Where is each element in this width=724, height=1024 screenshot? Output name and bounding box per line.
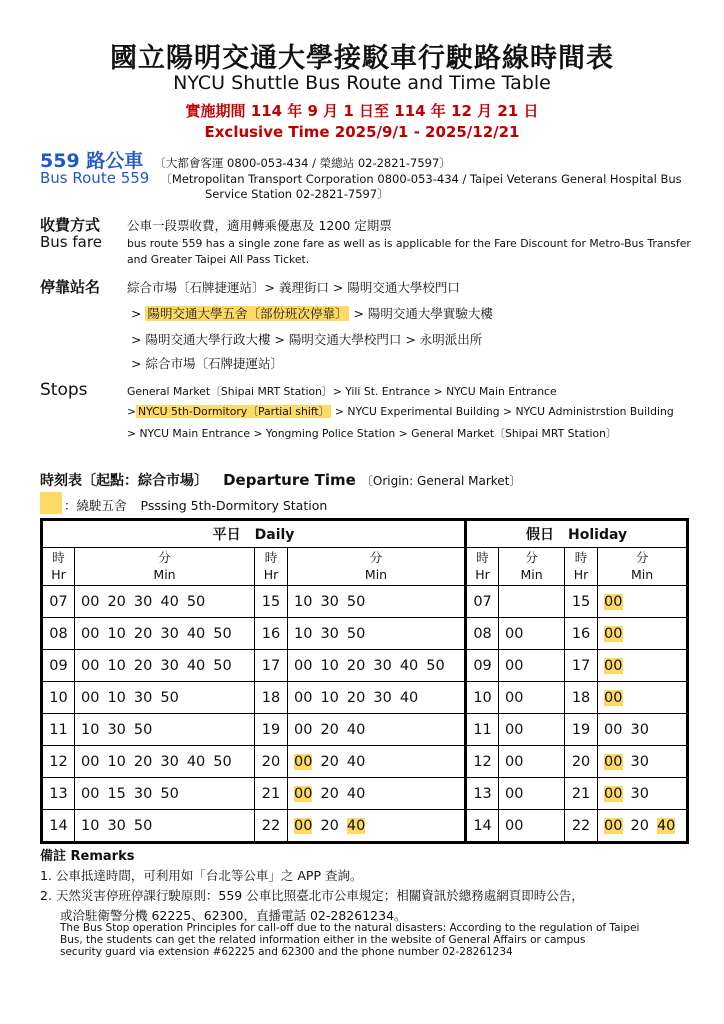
table-row xyxy=(42,586,688,618)
minutes-cell xyxy=(75,810,255,843)
minute: 40 xyxy=(186,753,206,770)
minutes-cell xyxy=(598,682,688,714)
minutes-cell xyxy=(499,746,565,778)
minute-via-dorm: 00 xyxy=(294,817,313,834)
fare-label-zh: 收費方式 xyxy=(40,216,101,234)
stops-label-en: Stops xyxy=(40,380,88,400)
minute: 30 xyxy=(320,593,339,610)
minute: 30 xyxy=(373,657,392,674)
minute: 30 xyxy=(630,785,649,802)
minute-via-dorm: 00 xyxy=(604,689,623,706)
note-2-line-2: 或洽駐衛警分機 62225、62300，直播電話 02-28261234。 xyxy=(60,908,407,923)
minute: 50 xyxy=(213,625,232,642)
stops-en-line-2-rest: > NYCU Experimental Building > NYCU Administrstion Building xyxy=(334,405,674,418)
min-label: 分 Min xyxy=(598,548,688,586)
minute: 20 xyxy=(346,689,366,706)
hour-cell: 21 xyxy=(255,778,288,810)
daily-header: 平日 Daily xyxy=(42,520,466,548)
hr-label: 時 Hr xyxy=(565,548,598,586)
fare-label-en: Bus fare xyxy=(40,233,102,251)
minute: 30 xyxy=(160,657,179,674)
hour-cell: 19 xyxy=(255,714,288,746)
minute: 00 xyxy=(81,657,100,674)
note-2-line-1: 2. 天然災害停班停課行駛原則：559 公車比照臺北市公車規定；相關資訊於總務處網頁即時公告， xyxy=(40,888,584,903)
minute-via-dorm: 00 xyxy=(604,657,623,674)
minute: 00 xyxy=(505,817,524,834)
minute: 40 xyxy=(399,689,419,706)
minute: 40 xyxy=(346,785,366,802)
legend-swatch xyxy=(40,492,62,514)
minutes-cell xyxy=(499,586,565,618)
stops-zh-line-4: > 綜合市場〔石牌捷運站〕 xyxy=(131,356,283,371)
minutes-cell xyxy=(499,810,565,843)
hour-cell: 15 xyxy=(255,586,288,618)
minute: 10 xyxy=(81,721,100,738)
hour-cell: 09 xyxy=(466,650,499,682)
minute-via-dorm: 00 xyxy=(604,817,623,834)
table-row xyxy=(42,650,688,682)
minute: 00 xyxy=(81,753,100,770)
table-row xyxy=(42,618,688,650)
minutes-cell xyxy=(499,618,565,650)
minute: 50 xyxy=(133,721,153,738)
minute: 40 xyxy=(186,625,206,642)
minute: 50 xyxy=(133,817,153,834)
minutes-cell xyxy=(75,746,255,778)
stops-en-line-3: > NYCU Main Entrance > Yongming Police Station > General Market〔Shipai MRT Station〕 xyxy=(127,427,617,440)
minute: 40 xyxy=(346,721,366,738)
minute: 50 xyxy=(213,657,232,674)
minute: 30 xyxy=(133,593,153,610)
hour-cell: 22 xyxy=(255,810,288,843)
minute: 00 xyxy=(294,689,313,706)
hour-cell: 20 xyxy=(255,746,288,778)
min-label: 分 Min xyxy=(75,548,255,586)
minute: 30 xyxy=(160,753,179,770)
minute: 50 xyxy=(160,785,179,802)
hour-cell: 18 xyxy=(565,682,598,714)
hour-cell: 13 xyxy=(42,778,75,810)
minute: 50 xyxy=(346,625,366,642)
hour-cell: 19 xyxy=(565,714,598,746)
table-row xyxy=(42,778,688,810)
hour-cell: 12 xyxy=(466,746,499,778)
minute: 30 xyxy=(630,753,649,770)
minute: 10 xyxy=(81,817,100,834)
hour-cell: 17 xyxy=(565,650,598,682)
hour-cell: 14 xyxy=(466,810,499,843)
minutes-cell xyxy=(598,810,688,843)
minutes-cell xyxy=(598,650,688,682)
minutes-cell xyxy=(598,586,688,618)
legend-text xyxy=(64,496,327,514)
minute: 30 xyxy=(107,817,126,834)
hour-cell: 11 xyxy=(42,714,75,746)
minute: 30 xyxy=(373,689,392,706)
minutes-cell xyxy=(499,650,565,682)
stops-zh-line-2-rest: > 陽明交通大學實驗大樓 xyxy=(353,306,493,321)
hour-cell: 10 xyxy=(42,682,75,714)
minute: 20 xyxy=(630,817,649,834)
minute: 20 xyxy=(133,753,153,770)
route-name-en: Bus Route 559 xyxy=(40,169,150,187)
minute: 15 xyxy=(107,785,126,802)
minute: 20 xyxy=(346,657,366,674)
minute: 00 xyxy=(81,625,100,642)
timetable-title-zh: 時刻表〔起點：綜合市場〕 xyxy=(40,473,208,489)
hour-cell: 07 xyxy=(466,586,499,618)
minute: 10 xyxy=(107,689,126,706)
minute: 00 xyxy=(294,721,313,738)
note-2-en-1: The Bus Stop operation Principles for call-off due to the natural disasters: According to the regulation of Taipei xyxy=(60,922,640,934)
fare-text-zh: 公車一段票收費，適用轉乘優惠及 1200 定期票 xyxy=(127,218,392,233)
period-zh: 實施期間 114 年 9 月 1 日至 114 年 12 月 21 日 xyxy=(185,102,539,120)
minute: 30 xyxy=(160,625,179,642)
hour-cell: 16 xyxy=(565,618,598,650)
minutes-cell xyxy=(75,714,255,746)
hour-cell: 08 xyxy=(466,618,499,650)
note-1: 1. 公車抵達時間，可利用如「台北等公車」之 APP 查詢。 xyxy=(40,868,363,883)
minute: 50 xyxy=(213,753,232,770)
minute: 00 xyxy=(505,785,524,802)
minutes-cell xyxy=(598,778,688,810)
minutes-cell xyxy=(288,810,466,843)
minute: 00 xyxy=(81,785,100,802)
holiday-header: 假日 Holiday xyxy=(466,520,688,548)
minutes-cell xyxy=(288,650,466,682)
minutes-cell xyxy=(75,650,255,682)
minute: 40 xyxy=(346,753,366,770)
page-title-zh: 國立陽明交通大學接駁車行駛路線時間表 xyxy=(110,43,614,74)
minute: 00 xyxy=(81,689,100,706)
minute: 00 xyxy=(505,625,524,642)
minute: 50 xyxy=(160,689,179,706)
page-title-en: NYCU Shuttle Bus Route and Time Table xyxy=(173,72,551,94)
timetable-title xyxy=(40,470,521,490)
stops-zh-line-3: > 陽明交通大學行政大樓 > 陽明交通大學校門口 > 永明派出所 xyxy=(131,332,483,347)
minute-via-dorm: 00 xyxy=(604,753,623,770)
minute: 10 xyxy=(320,689,339,706)
table-row xyxy=(42,714,688,746)
minute: 00 xyxy=(505,657,524,674)
min-label: 分 Min xyxy=(288,548,466,586)
minutes-cell xyxy=(288,586,466,618)
minutes-cell xyxy=(499,778,565,810)
minute-via-dorm: 00 xyxy=(294,785,313,802)
route-name-zh: 559 路公車 xyxy=(40,150,144,172)
hour-cell: 20 xyxy=(565,746,598,778)
stops-label-zh: 停靠站名 xyxy=(40,278,101,296)
minute: 40 xyxy=(160,593,179,610)
minute: 30 xyxy=(107,721,126,738)
minute: 10 xyxy=(294,593,313,610)
minute: 40 xyxy=(399,657,419,674)
hour-cell: 15 xyxy=(565,586,598,618)
hr-label: 時 Hr xyxy=(466,548,499,586)
minute: 30 xyxy=(320,625,339,642)
minute: 50 xyxy=(186,593,206,610)
legend-text-zh: ：繞駛五舍 xyxy=(64,498,127,513)
minutes-cell xyxy=(288,714,466,746)
minutes-cell xyxy=(75,682,255,714)
timetable xyxy=(40,518,689,844)
minute: 00 xyxy=(505,721,524,738)
minute: 30 xyxy=(630,721,649,738)
minute: 20 xyxy=(133,657,153,674)
minute: 20 xyxy=(133,625,153,642)
route-contact-en-1: 〔Metropolitan Transport Corporation 0800-053-434 / Taipei Veterans General Hospital Bus xyxy=(160,172,682,186)
minutes-cell xyxy=(598,618,688,650)
stops-en-dorm-highlight: NYCU 5th-Dormitory〔Partial shift〕 xyxy=(138,405,330,418)
minutes-cell xyxy=(75,618,255,650)
minute: 20 xyxy=(320,721,339,738)
hr-label: 時 Hr xyxy=(42,548,75,586)
hour-cell: 21 xyxy=(565,778,598,810)
stops-en-line-2 xyxy=(127,404,674,420)
minutes-cell xyxy=(75,586,255,618)
hour-cell: 10 xyxy=(466,682,499,714)
minute-via-dorm: 00 xyxy=(294,753,313,770)
hour-cell: 09 xyxy=(42,650,75,682)
notes-title: 備註 Remarks xyxy=(40,849,135,864)
hr-label: 時 Hr xyxy=(255,548,288,586)
minute: 00 xyxy=(604,721,623,738)
note-2-en-3: security guard via extension #62225 and 62300 and the phone number 02-28261234 xyxy=(60,946,513,958)
legend-text-en: Psssing 5th-Dormitory Station xyxy=(140,498,328,513)
minute: 00 xyxy=(505,689,524,706)
timetable-origin-en: 〔Origin: General Market〕 xyxy=(360,474,522,488)
table-row xyxy=(42,746,688,778)
minute: 50 xyxy=(346,593,366,610)
minutes-cell xyxy=(598,746,688,778)
hour-cell: 11 xyxy=(466,714,499,746)
minute-via-dorm: 40 xyxy=(656,817,676,834)
minutes-cell xyxy=(499,682,565,714)
minute-via-dorm: 00 xyxy=(604,593,623,610)
minute: 30 xyxy=(133,785,153,802)
minutes-cell xyxy=(288,746,466,778)
stops-en-arrow: > xyxy=(127,405,137,418)
table-row xyxy=(42,682,688,714)
stops-zh-dorm-highlight: 陽明交通大學五舍〔部份班次停靠〕 xyxy=(147,306,348,321)
minutes-cell xyxy=(499,714,565,746)
fare-text-en-1: bus route 559 has a single zone fare as well as is applicable for the Fare Discount for Metro-Bus Transfer xyxy=(127,237,691,250)
minute: 20 xyxy=(320,753,339,770)
minutes-cell xyxy=(288,682,466,714)
minutes-cell xyxy=(75,778,255,810)
minute: 00 xyxy=(294,657,313,674)
hour-cell: 16 xyxy=(255,618,288,650)
stops-zh-arrow: > xyxy=(131,306,142,321)
hour-cell: 17 xyxy=(255,650,288,682)
route-contact-en-2: Service Station 02-2821-7597〕 xyxy=(205,187,389,201)
hour-cell: 12 xyxy=(42,746,75,778)
hour-cell: 18 xyxy=(255,682,288,714)
hour-cell: 08 xyxy=(42,618,75,650)
stops-zh-line-2 xyxy=(131,304,493,322)
minute: 10 xyxy=(107,753,126,770)
hour-cell: 22 xyxy=(565,810,598,843)
minutes-cell xyxy=(598,714,688,746)
minute: 10 xyxy=(107,625,126,642)
minute: 30 xyxy=(133,689,153,706)
min-label: 分 Min xyxy=(499,548,565,586)
minute: 10 xyxy=(294,625,313,642)
minutes-cell xyxy=(288,778,466,810)
hour-cell: 13 xyxy=(466,778,499,810)
minute: 20 xyxy=(320,785,339,802)
table-row xyxy=(42,810,688,843)
minute: 20 xyxy=(320,817,339,834)
note-2-en-2: Bus, the students can get the related information either in the website of General Affairs or campus xyxy=(60,934,586,946)
minute: 40 xyxy=(186,657,206,674)
stops-zh-line-1: 綜合市場〔石牌捷運站〕> 義理街口 > 陽明交通大學校門口 xyxy=(127,280,460,295)
minute: 00 xyxy=(505,753,524,770)
period-en: Exclusive Time 2025/9/1 - 2025/12/21 xyxy=(204,123,520,141)
fare-text-en-2: and Greater Taipei All Pass Ticket. xyxy=(127,253,310,266)
minute: 10 xyxy=(320,657,339,674)
minute: 00 xyxy=(81,593,100,610)
minute: 20 xyxy=(107,593,126,610)
minute-via-dorm: 00 xyxy=(604,625,623,642)
stops-en-line-1: General Market〔Shipai MRT Station〕> Yili St. Entrance > NYCU Main Entrance xyxy=(127,385,557,398)
hour-cell: 07 xyxy=(42,586,75,618)
minutes-cell xyxy=(288,618,466,650)
minute-via-dorm: 40 xyxy=(346,817,366,834)
hour-cell: 14 xyxy=(42,810,75,843)
route-contact-zh: 〔大都會客運 0800-053-434 / 榮總站 02-2821-7597〕 xyxy=(154,156,451,170)
minute: 50 xyxy=(426,657,445,674)
minute-via-dorm: 00 xyxy=(604,785,623,802)
minute: 10 xyxy=(107,657,126,674)
timetable-title-en: Departure Time xyxy=(223,471,356,489)
